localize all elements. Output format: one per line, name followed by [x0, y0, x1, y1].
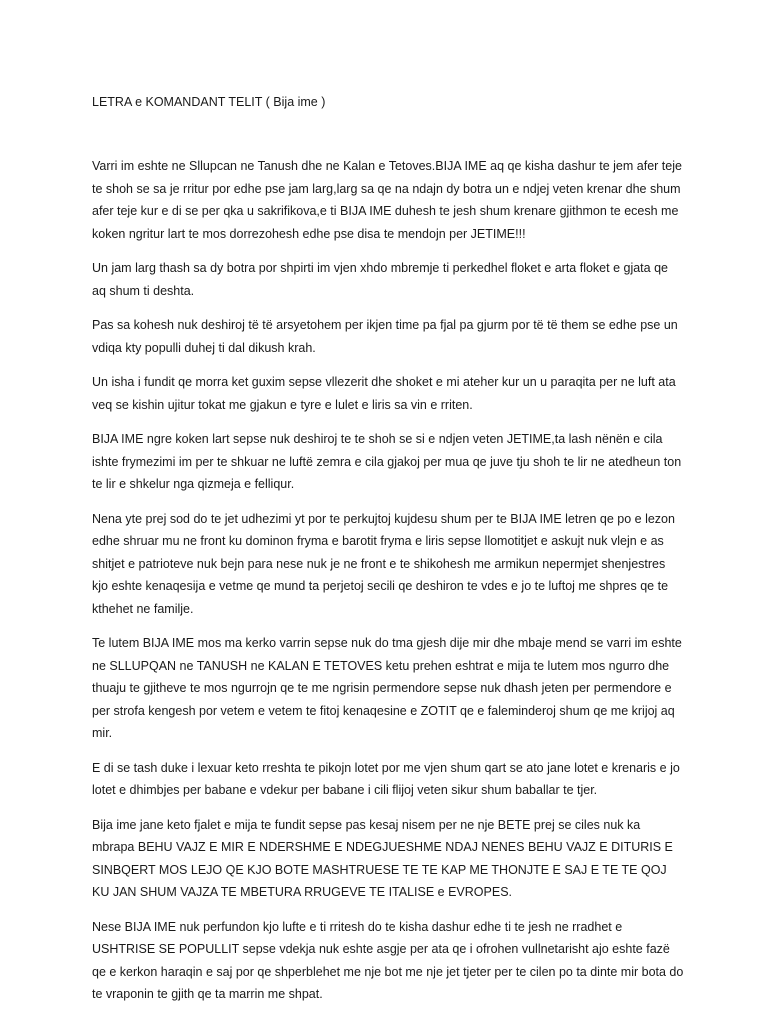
paragraph-3: Pas sa kohesh nuk deshiroj të të arsyetohem per ikjen time pa fjal pa gjurm por të të them se edhe pse un vdiqa kty populli duhej ti dal dikush krah. — [92, 318, 678, 355]
paragraph-6: Nena yte prej sod do te jet udhezimi yt por te perkujtoj kujdesu shum per te BIJA IME letren qe po e lezon edhe shruar mu ne front ku dominon fryma e barotit fryma e liris sepse llomotitjet e askujt nuk vlejn e as shitjet e patrioteve nuk bejn para nese nuk je ne front e te shikohesh me armikun nepermjet shenjestres kjo eshte kenaqesija e vetme qe mund ta perjetoj secili qe deshiron te vdes e jo te luftoj me shpres qe te kthehet ne familje. — [92, 511, 675, 616]
letter-body — [92, 155, 684, 1018]
paragraph-7: Te lutem BIJA IME mos ma kerko varrin sepse nuk do tma gjesh dije mir dhe mbaje mend se varri im eshte ne SLLUPQAN ne TANUSH ne KALAN E TETOVES ketu prehen eshtrat e mija te lutem mos ngurro dhe thuaju te gjitheve te mos ngurrojn qe te me ngrisin permendore sepse nuk dhash jeten per permendore e per strofa kengesh por vetem e vetem te fitoj kenaqesine e ZOTIT qe e faleminderoj shum qe me krijoj aq mir. — [92, 636, 682, 740]
paragraph-4: Un isha i fundit qe morra ket guxim sepse vllezerit dhe shoket e mi ateher kur un u paraqita per ne luft ata veq se kishin ujitur tokat me gjakun e tyre e lulet e liris sa vin e rriten. — [92, 375, 676, 412]
paragraph-8: E di se tash duke i lexuar keto rreshta te pikojn lotet por me vjen shum qart se ato jane lotet e krenaris e jo lotet e dhimbjes per babane e vdekur per babane i cili flijoj veten sikur shum baballar te tjer. — [92, 760, 680, 797]
paragraph-2: Un jam larg thash sa dy botra por shpirti im vjen xhdo mbremje ti perkedhel floket e arta floket e gjata qe aq shum ti deshta. — [92, 261, 668, 298]
paragraph-1: Varri im eshte ne Sllupcan ne Tanush dhe ne Kalan e Tetoves.BIJA IME aq qe kisha dashur te jem afer teje te shoh se sa je rritur por edhe pse jam larg,larg sa qe na ndajn dy botra un e ndjej veten krenar dhe shum afer teje kur e di se per qka u sakrifikova,e ti BIJA IME duhesh te jesh shum krenare gjithmon te ecesh me koken ngritur lart te mos dorrezohesh edhe pse disa te mendojn per JETIME!!! — [92, 159, 682, 241]
letter-title: LETRA e KOMANDANT TELIT ( Bija ime ) — [92, 95, 326, 109]
paragraph-10: Nese BIJA IME nuk perfundon kjo lufte e ti rritesh do te kisha dashur edhe ti te jesh ne rradhet e USHTRISE SE POPULLIT sepse vdekja nuk eshte asgje per ata qe i ofrohen vullnetarisht ajo eshte fazë qe e kerkon haraqin e saj por qe shperblehet me nje bot me nje jet tjeter per te cilen po ta dinte mir bota do te vraponin te gjith qe ta marrin me shpat. — [92, 919, 684, 1001]
paragraph-5: BIJA IME ngre koken lart sepse nuk deshiroj te te shoh se si e ndjen veten JETIME,ta lash nënën e cila ishte frymezimi im per te shkuar ne luftë zemra e cila gjakoj per mua qe juve tju shoh te lir ne atedheun ton te lir e shkelur nga qizmeja e felliqur. — [92, 432, 682, 491]
paragraph-9: Bija ime jane keto fjalet e mija te fundit sepse pas kesaj nisem per ne nje BETE prej se ciles nuk ka mbrapa BEHU VAJZ E MIR E NDERSHME E NDEGJUESHME NDAJ NENES BEHU VAJZ E DITURIS E SINBQERT MOS LEJO QE KJO BOTE MASHTRUESE TE TE KAP ME THONJTE E SAJ E TE TE QOJ KU JAN SHUM VAJZA TE MBETURA RRUGEVE TE ITALISE e EVROPES. — [92, 817, 673, 899]
